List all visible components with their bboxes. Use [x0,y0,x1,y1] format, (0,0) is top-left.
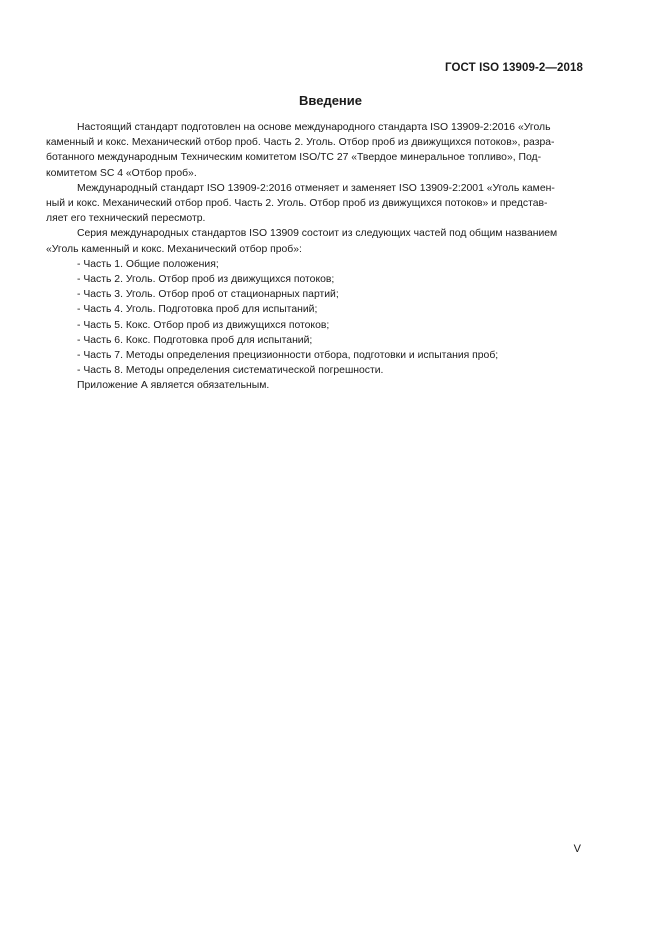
list-item: - Часть 4. Уголь. Подготовка проб для испытаний; [77,304,318,316]
list-item: - Часть 5. Кокс. Отбор проб из движущихся потоков; [77,319,330,331]
page-number: V [573,843,581,855]
text-line: Международный стандарт ISO 13909-2:2016 отменяет и заменяет ISO 13909-2:2001 «Уголь камен- [77,182,555,194]
text-line: Серия международных стандартов ISO 13909 состоит из следующих частей под общим названием [77,228,558,240]
text-line: ный и кокс. Механический отбор проб. Часть 2. Уголь. Отбор проб из движущихся потоков» и представ- [46,198,548,210]
list-item: - Часть 7. Методы определения прецизионности отбора, подготовки и испытания проб; [77,350,499,362]
parts-list [75,257,583,379]
section-title: Введение [299,93,362,108]
list-item: - Часть 6. Кокс. Подготовка проб для испытаний; [77,334,313,346]
paragraph-series [46,226,583,256]
introduction-body [46,120,583,394]
text-line: ботанного международным Техническим комитетом ISO/TC 27 «Твердое минеральное топливо», Под- [46,152,542,164]
paragraph-replacement [46,181,583,227]
list-item: - Часть 3. Уголь. Отбор проб от стационарных партий; [77,289,339,301]
text-line: каменный и кокс. Механический отбор проб. Часть 2. Уголь. Отбор проб из движущихся потоков», разра- [46,137,555,149]
list-item: - Часть 8. Методы определения систематической погрешности. [77,365,384,377]
list-item: - Часть 2. Уголь. Отбор проб из движущихся потоков; [77,274,335,286]
text-line: «Уголь каменный и кокс. Механический отбор проб»: [46,243,302,255]
text-line: ляет его технический пересмотр. [46,213,206,225]
page-header-code: ГОСТ ISO 13909-2—2018 [445,62,583,74]
text-line: комитетом SC 4 «Отбор проб». [46,167,197,179]
text-line: Настоящий стандарт подготовлен на основе международного стандарта ISO 13909-2:2016 «Уголь [77,122,551,133]
annex-note: Приложение А является обязательным. [77,380,270,392]
paragraph-basis [46,120,583,181]
list-item: - Часть 1. Общие положения; [77,258,219,270]
